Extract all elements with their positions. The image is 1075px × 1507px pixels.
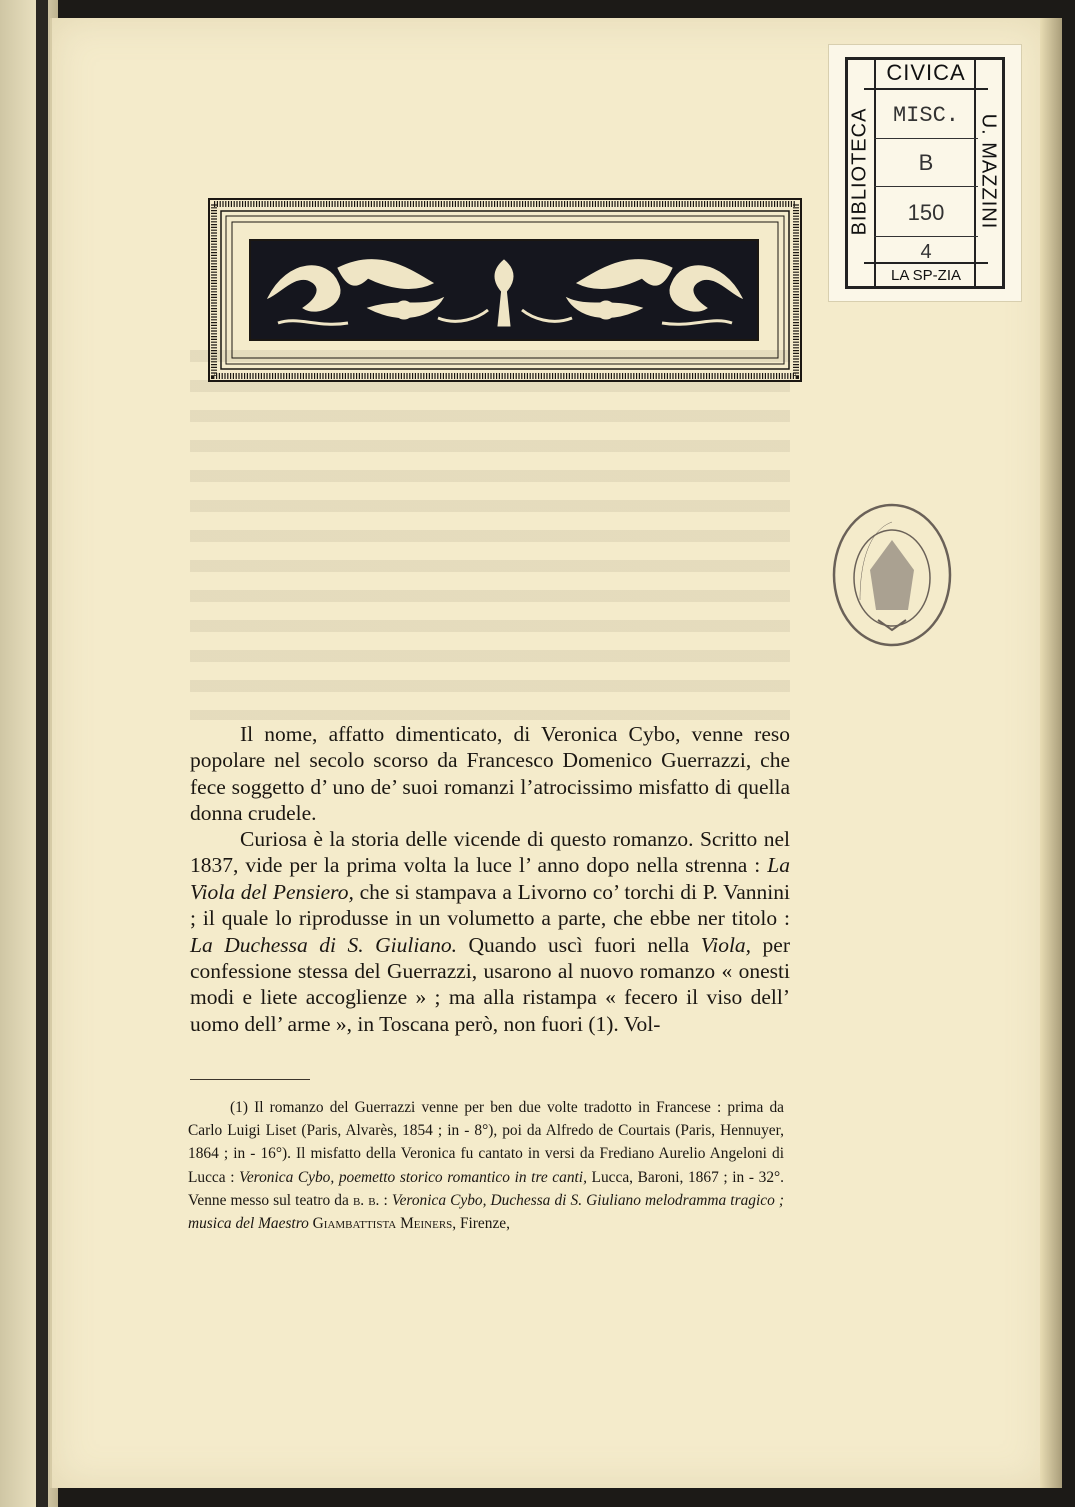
paragraph-intro: [190, 721, 790, 827]
paragraph-history: [190, 826, 790, 1037]
stamp-city-text: LA SP-ZIA: [864, 262, 988, 288]
ornamental-headpiece: [208, 198, 802, 382]
title-viola-pensiero: La Viola del Pensiero,: [190, 853, 790, 904]
show-through-text: [190, 340, 790, 720]
paragraph-intro-text: Il nome, affatto dimenticato, di Veronica Cybo, venne reso popolare nel secolo scorso da Francesco Domenico Guerrazzi, che fece soggetto d’ uno de’ suoi romanzi l’atrocissimo misfatto di quella donna crudele.: [190, 722, 790, 826]
stamp-shelf-number: 150: [874, 190, 978, 237]
library-oval-seal: [830, 500, 954, 650]
stamp-biblioteca-text: BIBLIOTECA: [848, 107, 871, 236]
library-stamp-label: [828, 44, 1022, 302]
stamp-civica-text: CIVICA: [864, 58, 988, 90]
footnote-text: Lucca, Baroni, 1867 ; in - 32°. Venne messo sul teatro da: [188, 1168, 785, 1209]
footnote-composer: Giambattista Meiners,: [308, 1215, 457, 1233]
stamp-right-column: [974, 60, 1002, 286]
stamp-frame: [845, 57, 1005, 289]
title-duchessa: La Duchessa di S. Giuliano.: [190, 932, 457, 957]
footnote: [188, 1096, 784, 1235]
footnote-title-poemetto: Veronica Cybo, poemetto storico romantico in tre canti,: [239, 1168, 587, 1186]
stamp-left-column: [848, 60, 876, 286]
text-run: Quando uscì fuori nella: [456, 932, 701, 957]
stamp-shelf-item: 4: [920, 241, 932, 263]
footnote-text: (1) Il romanzo del Guerrazzi venne per ben due volte tradotto in Francese : prima da Carlo Luigi Liset (Paris, Alvarès, 1854 ; in - 8°), poi da Alfredo de Courtais (Paris, Hennuyer, 1864 ; in - 16°). Il misfatto della Veronica fu cantato in versi da Frediano Aurelio Angeloni di Lucca :: [188, 1099, 784, 1186]
stamp-mazzini-text: U. MAZZINI: [977, 113, 1000, 230]
footnote-title-melodramma: Veronica Cybo, Duchessa di S. Giuliano melodramma tragico ; musica del Maestro: [188, 1191, 784, 1233]
text-run: Curiosa è la storia delle vicende di questo romanzo. Scritto nel 1837, vide per la prima volta la luce l’ anno dopo nella strenna :: [190, 827, 790, 878]
footnote-author-initials: b. b.: [352, 1191, 380, 1209]
text-run: per confessione stessa del Guerrazzi, usarono al nuovo romanzo « onesti modi e liete accoglienze » ; ma alla ristampa « fecero il viso dell’ uomo dell’ arme », in Toscana però, non fuori (1). Vol-: [190, 932, 791, 1036]
stamp-shelf-misc: MISC.: [874, 94, 978, 139]
stamp-shelf-letter: B: [874, 140, 978, 187]
text-run: che si stampava a Livorno co’ torchi di P. Vannini ; il quale lo riprodusse in un volumetto a parte, che ebbe ner titolo :: [190, 879, 790, 931]
right-page-edge: [1040, 18, 1062, 1488]
footnote-text: :: [379, 1191, 392, 1209]
paragraph-history-text: [190, 826, 790, 1037]
binding-strip: [36, 0, 48, 1507]
footnote-rule: [190, 1079, 310, 1080]
title-viola: Viola,: [700, 932, 752, 957]
footnote-text: Firenze,: [456, 1215, 510, 1233]
